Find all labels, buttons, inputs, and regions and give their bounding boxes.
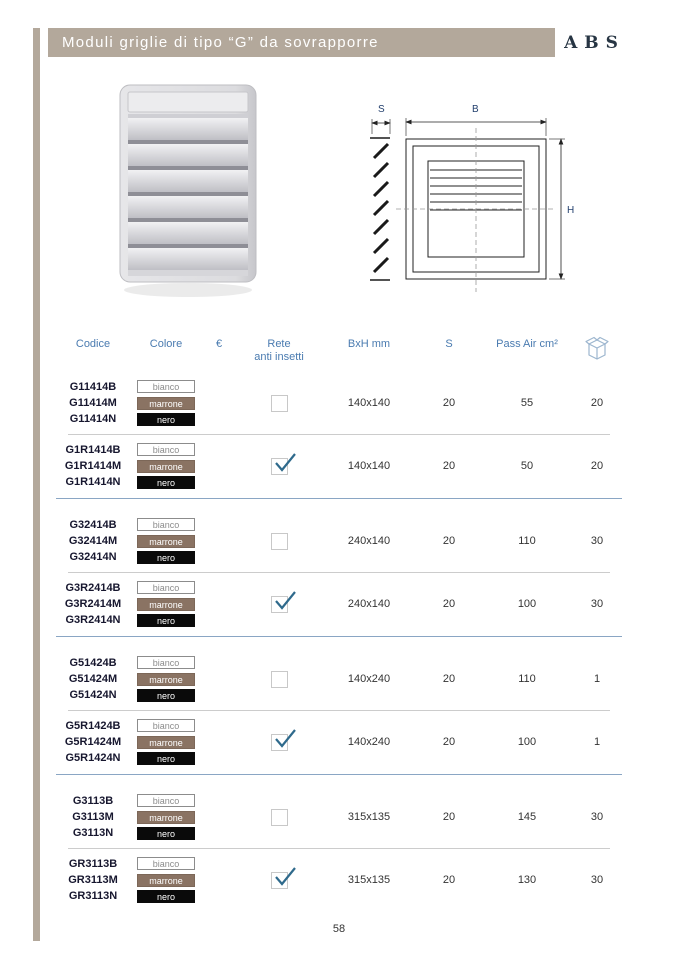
dim-b-label: B [472, 104, 479, 115]
product-code: G5R1424M [64, 736, 122, 748]
table-header [56, 338, 622, 366]
product-code: G3R2414B [65, 582, 121, 594]
rete-checkbox [271, 458, 288, 475]
swatches [130, 379, 202, 427]
codes [56, 517, 130, 565]
header-colore: Colore [149, 338, 183, 350]
pass-air-value: 110 [518, 535, 536, 547]
table-row-group [56, 655, 622, 703]
row-separator-light [68, 434, 610, 435]
row-separator-light [68, 848, 610, 849]
color-swatch-marrone: marrone [137, 535, 195, 548]
pack-qty-value: 20 [590, 397, 604, 409]
swatches [130, 655, 202, 703]
codes [56, 856, 130, 904]
color-swatch-bianco: bianco [137, 794, 195, 807]
product-code: G1R1414B [65, 444, 121, 456]
product-code: G51424N [69, 689, 117, 701]
bxh-value: 140x240 [347, 673, 391, 685]
header-rete-anti-insetti [236, 338, 322, 364]
pass-air-value: 55 [520, 397, 534, 409]
s-value: 20 [442, 673, 456, 685]
check-icon [274, 453, 298, 476]
product-code: G51424B [69, 657, 117, 669]
bxh-value: 140x140 [347, 460, 391, 472]
codes [56, 442, 130, 490]
product-code: GR3113M [68, 874, 118, 886]
rete-cell [236, 395, 322, 412]
table-row-group [56, 442, 622, 490]
check-icon [274, 591, 298, 614]
table-row-group [56, 793, 622, 841]
bxh-value: 240x140 [347, 535, 391, 547]
header-s: S [445, 338, 453, 350]
row-separator-light [68, 572, 610, 573]
s-value: 20 [442, 874, 456, 886]
bxh-value: 240x140 [347, 598, 391, 610]
color-swatch-bianco: bianco [137, 656, 195, 669]
technical-drawing [348, 94, 576, 302]
rete-checkbox [271, 533, 288, 550]
pass-air-value: 50 [520, 460, 534, 472]
color-swatch-nero: nero [137, 689, 195, 702]
pack-qty-value: 1 [593, 673, 601, 685]
bxh-value: 140x140 [347, 397, 391, 409]
codes [56, 655, 130, 703]
rete-checkbox [271, 734, 288, 751]
page-title: Moduli griglie di tipo “G” da sovrapporre [62, 34, 379, 51]
left-accent-stripe [33, 28, 40, 941]
swatches [130, 580, 202, 628]
color-swatch-marrone: marrone [137, 598, 195, 611]
swatches [130, 517, 202, 565]
product-code: G3113M [72, 811, 114, 823]
page-title-bar [48, 28, 555, 57]
product-code: G11414B [69, 381, 117, 393]
color-swatch-nero: nero [137, 614, 195, 627]
rete-cell [236, 809, 322, 826]
table-row-group [56, 718, 622, 766]
s-value: 20 [442, 535, 456, 547]
header-codice: Codice [75, 338, 111, 350]
product-code: G11414M [69, 397, 117, 409]
pack-qty-value: 1 [593, 736, 601, 748]
color-swatch-bianco: bianco [137, 719, 195, 732]
row-separator-blue [56, 774, 622, 775]
product-code: G32414N [69, 551, 117, 563]
pass-air-value: 130 [517, 874, 537, 886]
product-code: GR3113N [68, 890, 118, 902]
codes [56, 718, 130, 766]
pass-air-value: 145 [517, 811, 537, 823]
row-separator-blue [56, 498, 622, 499]
pack-qty-value: 30 [590, 535, 604, 547]
product-code: G3R2414N [65, 614, 121, 626]
product-code: GR3113B [68, 858, 118, 870]
check-icon [274, 867, 298, 890]
color-swatch-marrone: marrone [137, 811, 195, 824]
rete-checkbox [271, 671, 288, 688]
rete-cell [236, 596, 322, 613]
header-rete-line2: anti insetti [254, 351, 304, 363]
pass-air-value: 100 [517, 598, 537, 610]
dim-h-label: H [567, 205, 575, 216]
grille-product-image [112, 84, 267, 302]
product-table [56, 338, 622, 904]
s-value: 20 [442, 598, 456, 610]
pack-qty-value: 30 [590, 598, 604, 610]
product-code: G32414M [68, 535, 118, 547]
color-swatch-marrone: marrone [137, 397, 195, 410]
color-swatch-bianco: bianco [137, 581, 195, 594]
package-box-icon [585, 336, 609, 362]
product-code: G5R1424N [65, 752, 121, 764]
table-body [56, 379, 622, 904]
rete-checkbox [271, 596, 288, 613]
swatches [130, 718, 202, 766]
header-bxh: BxH mm [347, 338, 391, 350]
color-swatch-nero: nero [137, 476, 195, 489]
color-swatch-nero: nero [137, 890, 195, 903]
codes [56, 580, 130, 628]
header-pack [572, 338, 622, 366]
pack-qty-value: 30 [590, 811, 604, 823]
swatches [130, 442, 202, 490]
color-swatch-marrone: marrone [137, 736, 195, 749]
s-value: 20 [442, 736, 456, 748]
rete-checkbox [271, 872, 288, 889]
swatches [130, 856, 202, 904]
product-code: G51424M [68, 673, 118, 685]
color-swatch-marrone: marrone [137, 460, 195, 473]
material-badge: ABS [556, 28, 626, 57]
rete-cell [236, 533, 322, 550]
swatches [130, 793, 202, 841]
rete-cell [236, 671, 322, 688]
codes [56, 379, 130, 427]
color-swatch-nero: nero [137, 827, 195, 840]
product-code: G3113N [72, 827, 114, 839]
pack-qty-value: 20 [590, 460, 604, 472]
header-rete-line1: Rete [267, 338, 291, 350]
color-swatch-marrone: marrone [137, 874, 195, 887]
color-swatch-bianco: bianco [137, 518, 195, 531]
table-row-group [56, 379, 622, 427]
color-swatch-nero: nero [137, 752, 195, 765]
color-swatch-nero: nero [137, 551, 195, 564]
rete-cell [236, 458, 322, 475]
table-row-group [56, 517, 622, 565]
rete-checkbox [271, 395, 288, 412]
bxh-value: 315x135 [347, 811, 391, 823]
rete-checkbox [271, 809, 288, 826]
color-swatch-bianco: bianco [137, 380, 195, 393]
codes [56, 793, 130, 841]
color-swatch-nero: nero [137, 413, 195, 426]
bxh-value: 140x240 [347, 736, 391, 748]
product-code: G1R1414M [64, 460, 122, 472]
table-row-group [56, 580, 622, 628]
row-separator-blue [56, 636, 622, 637]
color-swatch-marrone: marrone [137, 673, 195, 686]
product-code: G3113B [72, 795, 114, 807]
pass-air-value: 110 [518, 673, 536, 685]
table-row-group [56, 856, 622, 904]
product-code: G3R2414M [64, 598, 122, 610]
s-value: 20 [442, 460, 456, 472]
product-code: G32414B [69, 519, 117, 531]
header-euro: € [215, 338, 223, 350]
pass-air-value: 100 [517, 736, 537, 748]
s-value: 20 [442, 811, 456, 823]
bxh-value: 315x135 [347, 874, 391, 886]
product-code: G5R1424B [65, 720, 121, 732]
row-separator-light [68, 710, 610, 711]
product-code: G11414N [69, 413, 117, 425]
header-pass-air: Pass Air cm² [496, 338, 558, 350]
color-swatch-bianco: bianco [137, 857, 195, 870]
rete-cell [236, 734, 322, 751]
check-icon [274, 729, 298, 752]
pack-qty-value: 30 [590, 874, 604, 886]
color-swatch-bianco: bianco [137, 443, 195, 456]
s-value: 20 [442, 397, 456, 409]
page-number: 58 [332, 923, 346, 935]
product-code: G1R1414N [65, 476, 121, 488]
dim-s-label: S [378, 104, 385, 115]
rete-cell [236, 872, 322, 889]
